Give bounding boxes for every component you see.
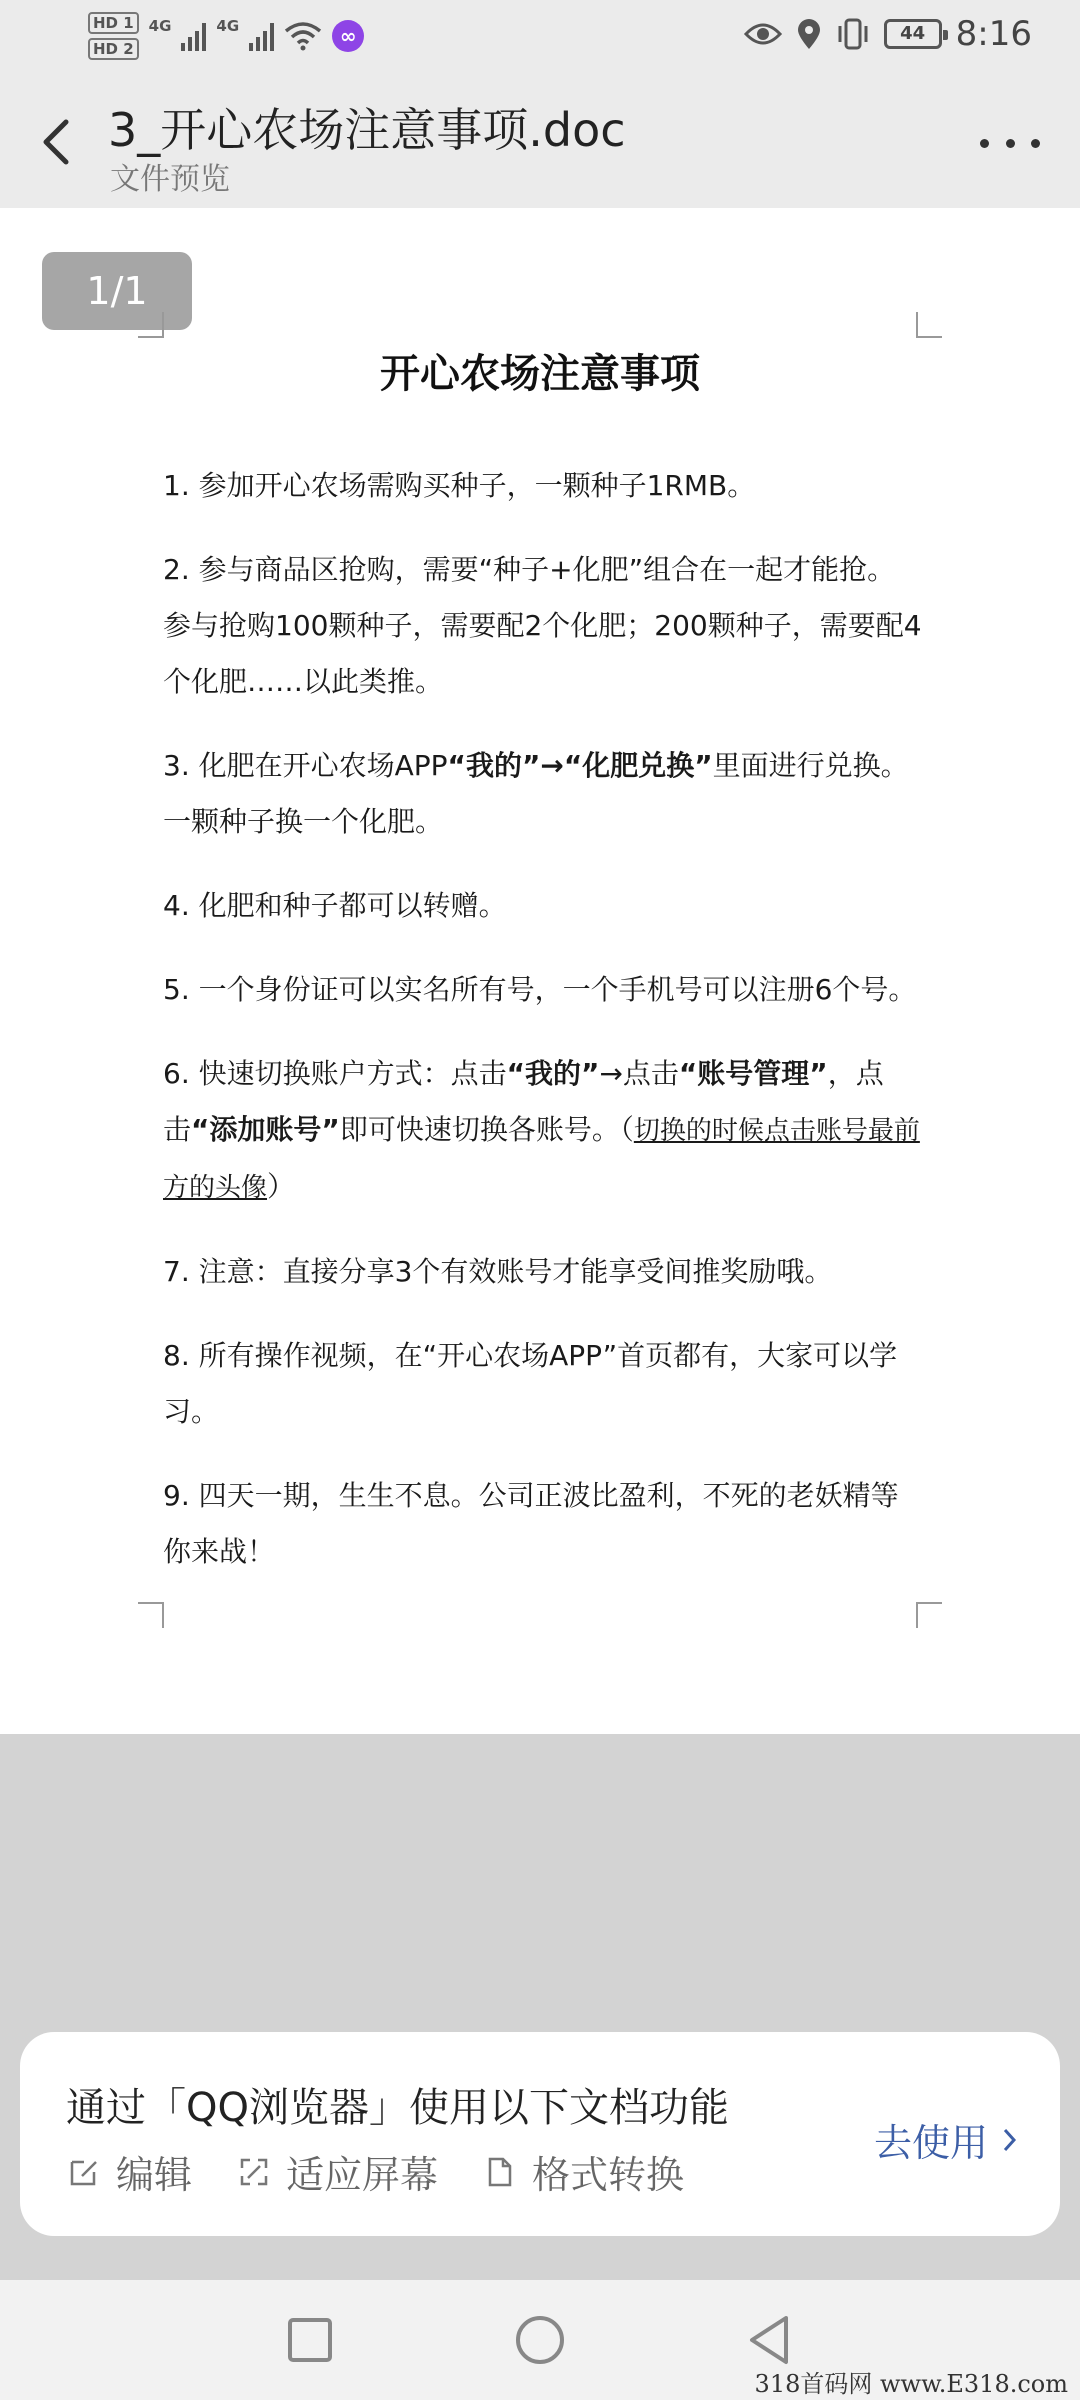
feature-fit-screen-label: 适应屏幕 — [286, 2153, 439, 2197]
hd2-badge: HD 2 — [88, 38, 139, 60]
battery-indicator: 44 — [884, 19, 942, 49]
rule-item-8: 8. 所有操作视频，在“开心农场APP”首页都有，大家可以学习。 — [163, 1339, 898, 1428]
infinity-app-icon: ∞ — [332, 20, 364, 52]
location-icon — [796, 18, 822, 50]
more-options-button[interactable] — [980, 128, 1040, 158]
document-body — [163, 458, 923, 1608]
eye-icon — [744, 20, 782, 48]
network-label-1: 4G — [148, 17, 172, 35]
feature-edit-label: 编辑 — [116, 2153, 193, 2197]
chevron-right-icon — [1002, 2126, 1018, 2154]
app-header — [0, 80, 1080, 208]
feature-edit[interactable] — [68, 2144, 192, 2199]
document-title: 开心农场注意事项 — [380, 351, 700, 397]
feature-convert[interactable] — [484, 2144, 684, 2199]
wifi-icon — [284, 21, 322, 51]
back-button[interactable] — [30, 110, 80, 174]
rule-item-3: 3. 化肥在开心农场APP“我的”→“化肥兑换”里面进行兑换。一颗种子换一个化肥。 — [163, 749, 909, 838]
vibrate-icon — [836, 18, 870, 50]
more-dot-icon — [1031, 139, 1040, 148]
status-right — [744, 14, 1032, 54]
status-left — [88, 12, 364, 60]
document-preview[interactable] — [0, 208, 1080, 1734]
network-label-2: 4G — [216, 17, 240, 35]
clock: 8:16 — [955, 14, 1032, 54]
rule-item-6: 6. 快速切换账户方式：点击“我的”→点击“账号管理”，点击“添加账号”即可快速切换各账号。（切换的时候点击账号最前方的头像） — [163, 1057, 920, 1203]
status-bar — [0, 0, 1080, 80]
watermark: 318首码网 www.E318.com — [754, 2370, 1068, 2398]
nav-back-button[interactable] — [740, 2310, 800, 2370]
more-dot-icon — [980, 139, 989, 148]
home-button[interactable] — [510, 2310, 570, 2370]
promo-title: 通过「QQ浏览器」使用以下文档功能 — [66, 2085, 729, 2131]
file-subtitle: 文件预览 — [110, 162, 230, 197]
feature-fit-screen[interactable] — [238, 2144, 438, 2199]
hd1-badge: HD 1 — [88, 12, 139, 34]
qq-browser-promo-card[interactable] — [20, 2032, 1060, 2236]
hd-stack — [88, 12, 139, 60]
signal-icon — [181, 21, 206, 51]
rule-item-2: 2. 参与商品区抢购，需要“种子+化肥”组合在一起才能抢。参与抢购100颗种子，需要配2个化肥；200颗种子，需要配4个化肥……以此类推。 — [163, 553, 922, 698]
rule-item-5: 5. 一个身份证可以实名所有号，一个手机号可以注册6个号。 — [163, 973, 917, 1006]
recent-apps-button[interactable] — [280, 2310, 340, 2370]
document-icon — [484, 2156, 516, 2188]
page-corner-mark — [138, 1602, 164, 1628]
fit-screen-icon — [238, 2156, 270, 2188]
rule-item-1: 1. 参加开心农场需购买种子，一颗种子1RMB。 — [163, 469, 756, 502]
signal-icon-2 — [249, 21, 274, 51]
rule-item-9: 9. 四天一期，生生不息。公司正波比盈利，不死的老妖精等你来战！ — [163, 1479, 899, 1568]
go-use-label: 去使用 — [873, 2121, 988, 2165]
page-corner-mark — [138, 312, 164, 338]
promo-features — [68, 2144, 684, 2199]
rule-item-7: 7. 注意：直接分享3个有效账号才能享受间推奖励哦。 — [163, 1255, 833, 1288]
more-dot-icon — [1006, 139, 1015, 148]
go-use-button[interactable] — [874, 2112, 1018, 2167]
page-corner-mark — [916, 312, 942, 338]
file-title: 3_开心农场注意事项.doc — [108, 103, 626, 157]
edit-icon — [68, 2156, 100, 2188]
page-indicator: 1/1 — [42, 252, 192, 330]
rule-item-4: 4. 化肥和种子都可以转赠。 — [163, 889, 507, 922]
feature-convert-label: 格式转换 — [532, 2153, 685, 2197]
